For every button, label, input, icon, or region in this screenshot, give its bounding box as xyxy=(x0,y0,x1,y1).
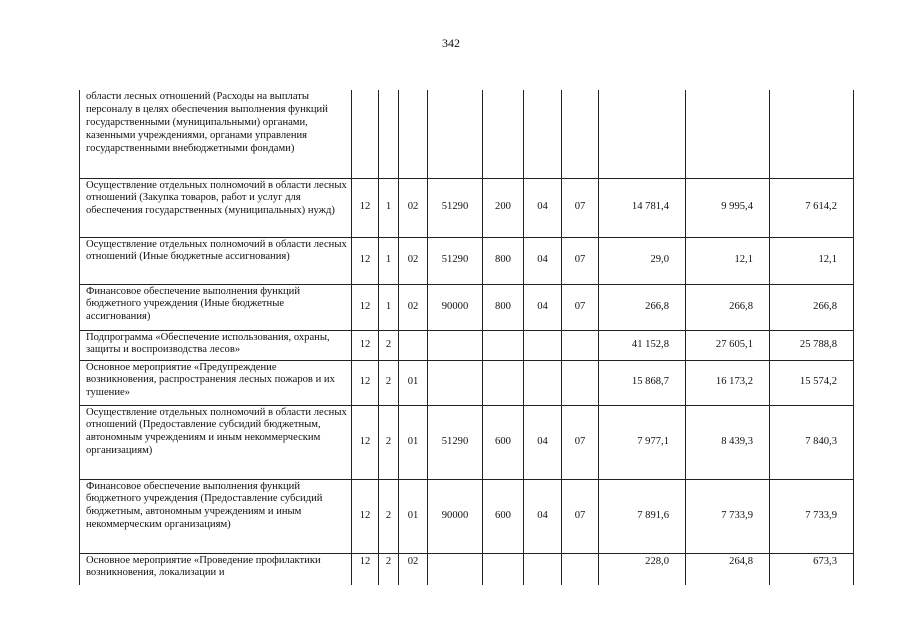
code-cell-2: 1 xyxy=(379,237,399,284)
code-cell-5: 200 xyxy=(483,178,524,237)
code-cell-3 xyxy=(399,330,428,360)
code-cell-2: 2 xyxy=(379,553,399,585)
code-cell-6 xyxy=(524,360,562,405)
code-cell-7 xyxy=(562,553,599,585)
table-row xyxy=(80,360,854,405)
amount-cell-1: 15 868,7 xyxy=(599,360,686,405)
amount-cell-3: 7 840,3 xyxy=(770,405,854,479)
code-cell-1: 12 xyxy=(352,405,379,479)
code-cell-6 xyxy=(524,330,562,360)
amount-cell-3: 266,8 xyxy=(770,284,854,330)
code-cell-1: 12 xyxy=(352,479,379,553)
code-cell-1: 12 xyxy=(352,360,379,405)
code-cell-6: 04 xyxy=(524,284,562,330)
code-cell-5 xyxy=(483,553,524,585)
code-cell-7 xyxy=(562,360,599,405)
row-name: Осуществление отдельных полномочий в области лесных отношений (Предоставление субсидий бюджетным, автономным учреждениям и иным некоммерческим организациям) xyxy=(80,405,352,479)
amount-cell-2: 266,8 xyxy=(686,284,770,330)
code-cell-6: 04 xyxy=(524,405,562,479)
amount-cell-2: 16 173,2 xyxy=(686,360,770,405)
code-cell-5: 800 xyxy=(483,284,524,330)
code-cell-6: 04 xyxy=(524,479,562,553)
code-cell-3: 02 xyxy=(399,553,428,585)
amount-cell-1: 7 891,6 xyxy=(599,479,686,553)
row-name: Основное мероприятие «Проведение профилактики возникновения, локализации и xyxy=(80,553,352,585)
table-row xyxy=(80,479,854,553)
budget-table xyxy=(79,90,854,585)
code-cell-6 xyxy=(524,553,562,585)
table-row xyxy=(80,90,854,178)
code-cell-2: 2 xyxy=(379,479,399,553)
amount-cell-3: 673,3 xyxy=(770,553,854,585)
code-cell-1: 12 xyxy=(352,330,379,360)
amount-cell-1: 29,0 xyxy=(599,237,686,284)
code-cell-4: 90000 xyxy=(428,479,483,553)
code-cell-7: 07 xyxy=(562,284,599,330)
code-cell-4: 51290 xyxy=(428,237,483,284)
amount-cell-3: 15 574,2 xyxy=(770,360,854,405)
code-cell-6: 04 xyxy=(524,178,562,237)
table-row xyxy=(80,553,854,585)
code-cell-5: 800 xyxy=(483,237,524,284)
amount-cell-2: 264,8 xyxy=(686,553,770,585)
code-cell-5 xyxy=(483,90,524,178)
code-cell-5: 600 xyxy=(483,405,524,479)
amount-cell-1 xyxy=(599,90,686,178)
code-cell-7: 07 xyxy=(562,237,599,284)
code-cell-6 xyxy=(524,90,562,178)
code-cell-1 xyxy=(352,90,379,178)
page-number: 342 xyxy=(442,36,460,50)
amount-cell-1: 228,0 xyxy=(599,553,686,585)
code-cell-2: 2 xyxy=(379,360,399,405)
table-row xyxy=(80,237,854,284)
code-cell-5 xyxy=(483,330,524,360)
amount-cell-2 xyxy=(686,90,770,178)
code-cell-4: 51290 xyxy=(428,405,483,479)
code-cell-2: 2 xyxy=(379,405,399,479)
code-cell-5: 600 xyxy=(483,479,524,553)
row-name: Осуществление отдельных полномочий в области лесных отношений (Иные бюджетные ассигнования) xyxy=(80,237,352,284)
amount-cell-3: 7 733,9 xyxy=(770,479,854,553)
code-cell-3: 02 xyxy=(399,284,428,330)
code-cell-4 xyxy=(428,360,483,405)
code-cell-1: 12 xyxy=(352,237,379,284)
amount-cell-1: 266,8 xyxy=(599,284,686,330)
code-cell-3: 01 xyxy=(399,360,428,405)
code-cell-4: 51290 xyxy=(428,178,483,237)
code-cell-2 xyxy=(379,90,399,178)
amount-cell-2: 7 733,9 xyxy=(686,479,770,553)
amount-cell-3: 7 614,2 xyxy=(770,178,854,237)
code-cell-6: 04 xyxy=(524,237,562,284)
amount-cell-3: 12,1 xyxy=(770,237,854,284)
code-cell-4: 90000 xyxy=(428,284,483,330)
amount-cell-2: 9 995,4 xyxy=(686,178,770,237)
table-row xyxy=(80,284,854,330)
row-name: Подпрограмма «Обеспечение использования, охраны, защиты и воспроизводства лесов» xyxy=(80,330,352,360)
code-cell-2: 1 xyxy=(379,284,399,330)
code-cell-3: 02 xyxy=(399,237,428,284)
code-cell-3: 01 xyxy=(399,405,428,479)
code-cell-4 xyxy=(428,553,483,585)
table-row xyxy=(80,178,854,237)
amount-cell-3: 25 788,8 xyxy=(770,330,854,360)
row-name: Основное мероприятие «Предупреждение возникновения, распространения лесных пожаров и их тушение» xyxy=(80,360,352,405)
amount-cell-2: 12,1 xyxy=(686,237,770,284)
amount-cell-1: 14 781,4 xyxy=(599,178,686,237)
code-cell-7: 07 xyxy=(562,178,599,237)
code-cell-7: 07 xyxy=(562,405,599,479)
code-cell-2: 2 xyxy=(379,330,399,360)
amount-cell-1: 7 977,1 xyxy=(599,405,686,479)
table-row xyxy=(80,405,854,479)
code-cell-1: 12 xyxy=(352,284,379,330)
row-name: Финансовое обеспечение выполнения функций бюджетного учреждения (Предоставление субсидий бюджетным, автономным учреждениям и иным некоммерческим организациям) xyxy=(80,479,352,553)
row-name: области лесных отношений (Расходы на выплаты персоналу в целях обеспечения выполнения функций государственными (муниципальными) органами, казенными учреждениями, органами управления государственными внебюджетными фондами) xyxy=(80,90,352,178)
amount-cell-1: 41 152,8 xyxy=(599,330,686,360)
row-name: Финансовое обеспечение выполнения функций бюджетного учреждения (Иные бюджетные ассигнования) xyxy=(80,284,352,330)
code-cell-3 xyxy=(399,90,428,178)
code-cell-2: 1 xyxy=(379,178,399,237)
amount-cell-3 xyxy=(770,90,854,178)
amount-cell-2: 8 439,3 xyxy=(686,405,770,479)
table-row xyxy=(80,330,854,360)
code-cell-5 xyxy=(483,360,524,405)
row-name: Осуществление отдельных полномочий в области лесных отношений (Закупка товаров, работ и услуг для обеспечения государственных (муниципальных) нужд) xyxy=(80,178,352,237)
code-cell-4 xyxy=(428,90,483,178)
amount-cell-2: 27 605,1 xyxy=(686,330,770,360)
code-cell-3: 02 xyxy=(399,178,428,237)
code-cell-7: 07 xyxy=(562,479,599,553)
code-cell-4 xyxy=(428,330,483,360)
code-cell-7 xyxy=(562,90,599,178)
code-cell-1: 12 xyxy=(352,553,379,585)
code-cell-7 xyxy=(562,330,599,360)
code-cell-1: 12 xyxy=(352,178,379,237)
code-cell-3: 01 xyxy=(399,479,428,553)
